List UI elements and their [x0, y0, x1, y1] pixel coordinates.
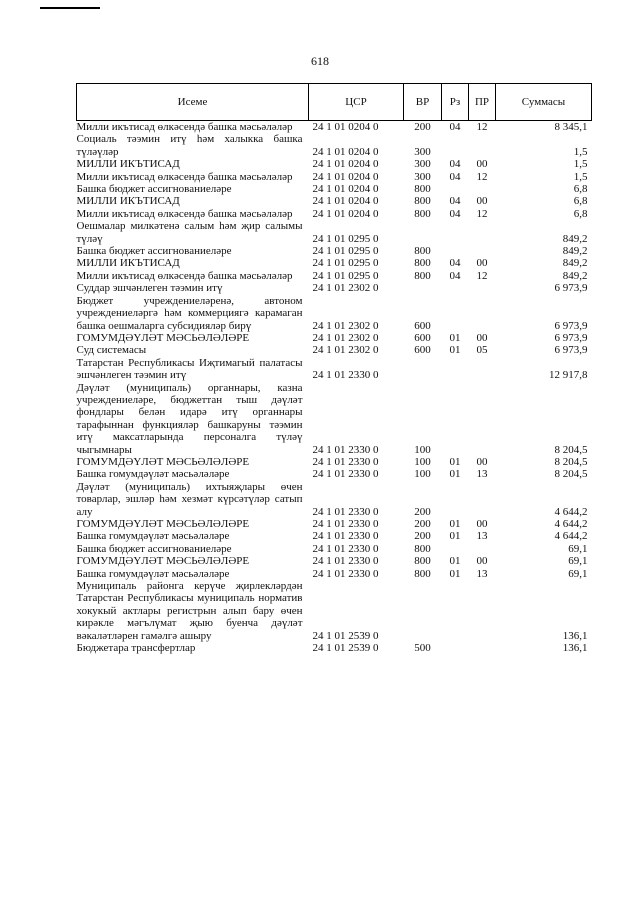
cell-vr: 800	[414, 567, 431, 580]
cell-pr: 13	[476, 567, 488, 580]
cell-csr: 24 1 01 2302 0	[312, 319, 379, 332]
cell-csr: 24 1 01 0204 0	[312, 170, 379, 183]
cell-sum: 69,1	[568, 555, 588, 568]
cell-rz: 01	[449, 530, 461, 543]
cell-rz: 01	[449, 331, 461, 344]
cell-name: Милли икътисад өлкәсендә башка мәсьәләләр	[76, 269, 293, 282]
cell-csr: 24 1 01 0204 0	[312, 195, 379, 208]
cell-pr: 00	[476, 257, 488, 270]
cell-vr: 300	[414, 158, 431, 171]
cell-rz: 01	[449, 455, 461, 468]
cell-vr: 100	[414, 443, 431, 456]
cell-sum: 12 917,8	[549, 369, 588, 382]
cell-rz	[442, 220, 469, 245]
cell-vr	[404, 580, 442, 642]
cell-pr: 00	[476, 331, 488, 344]
cell-name: Башка гомумдәүләт мәсьәләләре	[76, 567, 230, 580]
cell-name: Оешмалар милкәтенә салым һәм җир салымы түләү	[76, 220, 303, 245]
cell-pr: 12	[476, 170, 488, 183]
cell-sum: 8 204,5	[554, 443, 588, 456]
cell-rz	[442, 357, 469, 382]
cell-rz	[442, 543, 469, 555]
cell-sum: 6 973,9	[554, 319, 588, 332]
cell-csr: 24 1 01 2330 0	[312, 455, 379, 468]
cell-rz	[442, 642, 469, 654]
cell-csr: 24 1 01 2330 0	[312, 530, 379, 543]
header-csr: ЦСР	[309, 84, 404, 121]
cell-vr: 200	[414, 518, 431, 530]
cell-vr: 200	[414, 505, 431, 518]
table-row	[77, 245, 592, 257]
cell-pr	[469, 382, 496, 456]
table-row	[77, 518, 592, 530]
cell-pr	[469, 295, 496, 332]
cell-vr: 100	[414, 468, 431, 481]
cell-vr: 800	[414, 269, 431, 282]
cell-csr: 24 1 01 0295 0	[312, 269, 379, 282]
cell-pr	[469, 183, 496, 195]
header-name: Исеме	[77, 84, 309, 121]
cell-rz: 04	[449, 158, 461, 171]
cell-sum: 6 973,9	[554, 331, 588, 344]
cell-sum: 6,8	[573, 195, 588, 208]
cell-sum: 6 973,9	[554, 344, 588, 357]
table-row	[77, 121, 592, 134]
cell-name: Башка бюджет ассигнованиеләре	[76, 245, 232, 258]
cell-sum: 8 204,5	[554, 468, 588, 481]
cell-rz	[442, 382, 469, 456]
table-row	[77, 133, 592, 158]
cell-name: Дәүләт (муниципаль) органнары, казна учреждениеләре, бюджеттан тыш дәүләт фондлары белән идарә итү органнары тарафыннан функцияләр башкаруны тәэмин итү максатларында персоналга түләү чыгымнары	[76, 381, 303, 456]
cell-vr: 100	[414, 455, 431, 468]
cell-csr: 24 1 01 2330 0	[312, 555, 379, 568]
cell-sum: 8 204,5	[554, 455, 588, 468]
cell-pr: 13	[476, 530, 488, 543]
header-pr: ПР	[469, 84, 496, 121]
table-row	[77, 344, 592, 356]
cell-csr: 24 1 01 0204 0	[312, 183, 379, 196]
cell-sum: 69,1	[568, 542, 588, 555]
cell-rz	[442, 183, 469, 195]
table-header-row	[77, 84, 592, 121]
table-row	[77, 208, 592, 220]
cell-name: Суддар эшчәнлеген тәэмин итү	[76, 282, 223, 295]
table-row	[77, 158, 592, 170]
cell-csr: 24 1 01 2302 0	[312, 331, 379, 344]
cell-pr	[469, 133, 496, 158]
cell-name: Милли икътисад өлкәсендә башка мәсьәләләр	[76, 207, 293, 220]
cell-name: Социаль тәэмин итү һәм халыкка башка түләүләр	[76, 133, 303, 158]
cell-csr: 24 1 01 2330 0	[312, 468, 379, 481]
cell-sum: 136,1	[562, 642, 588, 655]
cell-sum: 4 644,2	[554, 505, 588, 518]
cell-name: Башка гомумдәүләт мәсьәләләре	[76, 530, 230, 543]
cell-rz: 01	[449, 567, 461, 580]
table-row	[77, 257, 592, 269]
cell-pr	[469, 282, 496, 294]
table-row	[77, 555, 592, 567]
table-row	[77, 195, 592, 207]
cell-rz	[442, 282, 469, 294]
cell-csr: 24 1 01 2302 0	[312, 282, 379, 295]
cell-name: ГОМУМДӘҮЛӘТ МӘСЬӘЛӘЛӘРЕ	[76, 555, 250, 568]
cell-name: Башка бюджет ассигнованиеләре	[76, 183, 232, 196]
cell-sum: 849,2	[562, 257, 588, 270]
cell-pr: 12	[476, 269, 488, 282]
cell-rz	[442, 481, 469, 518]
cell-pr	[469, 481, 496, 518]
cell-pr: 00	[476, 455, 488, 468]
table-row	[77, 295, 592, 332]
cell-vr: 200	[414, 121, 431, 133]
cell-csr: 24 1 01 2330 0	[312, 443, 379, 456]
cell-vr: 500	[414, 642, 431, 655]
cell-sum: 849,2	[562, 245, 588, 258]
cell-sum: 69,1	[568, 567, 588, 580]
cell-name: Дәүләт (муниципаль) ихтыяҗлары өчен товарлар, эшләр һәм хезмәт күрсәтүләр сатып алу	[76, 480, 303, 518]
cell-sum: 6,8	[573, 207, 588, 220]
cell-vr	[404, 220, 442, 245]
cell-vr	[404, 357, 442, 382]
table-row	[77, 468, 592, 480]
table-row	[77, 568, 592, 580]
cell-csr: 24 1 01 2330 0	[312, 505, 379, 518]
cell-vr	[404, 282, 442, 294]
cell-pr: 00	[476, 518, 488, 530]
header-rz: Рз	[442, 84, 469, 121]
cell-name: Муниципаль районга керүче җирлекләрдән Татарстан Республикасы муниципаль норматив хокукый актлары регистрын алып бару өчен кирәкле мәгълүмат җыю буенча дәүләт вәкаләтләрен гамәлгә ашыру	[76, 580, 303, 642]
table-row	[77, 580, 592, 642]
cell-sum: 849,2	[562, 269, 588, 282]
cell-rz: 04	[449, 257, 461, 270]
cell-csr: 24 1 01 2539 0	[312, 629, 379, 642]
cell-rz: 04	[449, 207, 461, 220]
cell-csr: 24 1 01 0295 0	[312, 245, 379, 258]
cell-rz: 01	[449, 555, 461, 568]
cell-csr: 24 1 01 2302 0	[312, 344, 379, 357]
cell-csr: 24 1 01 2330 0	[312, 567, 379, 580]
table-row	[77, 481, 592, 518]
cell-rz: 04	[449, 121, 461, 133]
cell-name: Башка бюджет ассигнованиеләре	[76, 542, 232, 555]
table-row	[77, 282, 592, 294]
table-row	[77, 357, 592, 382]
table-row	[77, 270, 592, 282]
cell-sum: 8 345,1	[554, 121, 588, 133]
cell-sum: 6,8	[573, 183, 588, 196]
cell-pr	[469, 220, 496, 245]
cell-csr: 24 1 01 2330 0	[312, 518, 379, 530]
cell-name: Суд системасы	[76, 344, 147, 357]
cell-sum: 4 644,2	[554, 530, 588, 543]
cell-pr: 13	[476, 468, 488, 481]
cell-pr: 00	[476, 555, 488, 568]
cell-csr: 24 1 01 2330 0	[312, 542, 379, 555]
cell-csr: 24 1 01 0204 0	[312, 207, 379, 220]
cell-vr: 300	[414, 170, 431, 183]
table-row	[77, 332, 592, 344]
cell-csr: 24 1 01 0204 0	[312, 145, 379, 158]
table-row	[77, 456, 592, 468]
table-row	[77, 171, 592, 183]
cell-name: МИЛЛИ ИКЪТИСАД	[76, 195, 180, 208]
cell-pr	[469, 642, 496, 654]
cell-csr: 24 1 01 0204 0	[312, 158, 379, 171]
cell-vr: 800	[414, 183, 431, 196]
cell-sum: 1,5	[573, 145, 588, 158]
table-row	[77, 543, 592, 555]
cell-pr	[469, 245, 496, 257]
header-sum: Суммасы	[496, 84, 592, 121]
cell-name: Башка гомумдәүләт мәсьәләләре	[76, 468, 230, 481]
cell-vr: 800	[414, 195, 431, 208]
cell-rz	[442, 133, 469, 158]
cell-name: ГОМУМДӘҮЛӘТ МӘСЬӘЛӘЛӘРЕ	[76, 518, 250, 530]
cell-csr: 24 1 01 0204 0	[312, 121, 379, 133]
cell-vr: 600	[414, 344, 431, 357]
cell-sum: 1,5	[573, 170, 588, 183]
table-row	[77, 530, 592, 542]
cell-vr: 300	[414, 145, 431, 158]
budget-table	[76, 83, 592, 654]
cell-vr: 800	[414, 245, 431, 258]
cell-vr: 600	[414, 319, 431, 332]
cell-sum: 6 973,9	[554, 282, 588, 295]
cell-name: ГОМУМДӘҮЛӘТ МӘСЬӘЛӘЛӘРЕ	[76, 455, 250, 468]
cell-vr: 800	[414, 542, 431, 555]
header-vr: ВР	[404, 84, 442, 121]
cell-sum: 136,1	[562, 629, 588, 642]
cell-vr: 600	[414, 331, 431, 344]
cell-name: МИЛЛИ ИКЪТИСАД	[76, 257, 180, 270]
cell-rz	[442, 295, 469, 332]
cell-pr	[469, 580, 496, 642]
cell-csr: 24 1 01 2539 0	[312, 642, 379, 655]
cell-name: Бюджетара трансфертлар	[76, 642, 196, 655]
cell-rz: 04	[449, 170, 461, 183]
cell-name: Татарстан Республикасы Иҗтимагый палатасы эшчәнлеген тәэмин итү	[76, 356, 303, 382]
cell-pr: 00	[476, 158, 488, 171]
cell-rz	[442, 245, 469, 257]
cell-vr: 800	[414, 555, 431, 568]
page-number: 618	[311, 54, 329, 68]
cell-pr	[469, 543, 496, 555]
cell-rz	[442, 580, 469, 642]
cell-rz: 01	[449, 468, 461, 481]
cell-rz: 04	[449, 269, 461, 282]
cell-rz: 04	[449, 195, 461, 208]
cell-pr: 05	[476, 344, 488, 357]
cell-sum: 1,5	[573, 158, 588, 171]
cell-name: ГОМУМДӘҮЛӘТ МӘСЬӘЛӘЛӘРЕ	[76, 331, 250, 344]
cell-pr: 12	[476, 207, 488, 220]
cell-name: МИЛЛИ ИКЪТИСАД	[76, 158, 180, 171]
cell-rz: 01	[449, 344, 461, 357]
top-rule	[40, 7, 100, 9]
cell-name: Бюджет учреждениеләренә, автоном учреждениеләргә һәм коммерциягә карамаган башка оешмаларга субсидияләр бирү	[76, 294, 303, 332]
cell-name: Милли икътисад өлкәсендә башка мәсьәләләр	[76, 170, 293, 183]
cell-vr: 200	[414, 530, 431, 543]
cell-csr: 24 1 01 0295 0	[312, 257, 379, 270]
cell-pr: 12	[476, 121, 488, 133]
cell-vr: 800	[414, 257, 431, 270]
table-row	[77, 183, 592, 195]
table-row	[77, 642, 592, 654]
cell-name: Милли икътисад өлкәсендә башка мәсьәләләр	[76, 121, 293, 133]
cell-pr: 00	[476, 195, 488, 208]
cell-rz: 01	[449, 518, 461, 530]
cell-sum: 4 644,2	[554, 518, 588, 530]
table-row	[77, 382, 592, 456]
cell-csr: 24 1 01 2330 0	[312, 369, 379, 382]
cell-pr	[469, 357, 496, 382]
cell-vr: 800	[414, 207, 431, 220]
cell-csr: 24 1 01 0295 0	[312, 232, 379, 245]
cell-sum: 849,2	[562, 232, 588, 245]
table-row	[77, 220, 592, 245]
